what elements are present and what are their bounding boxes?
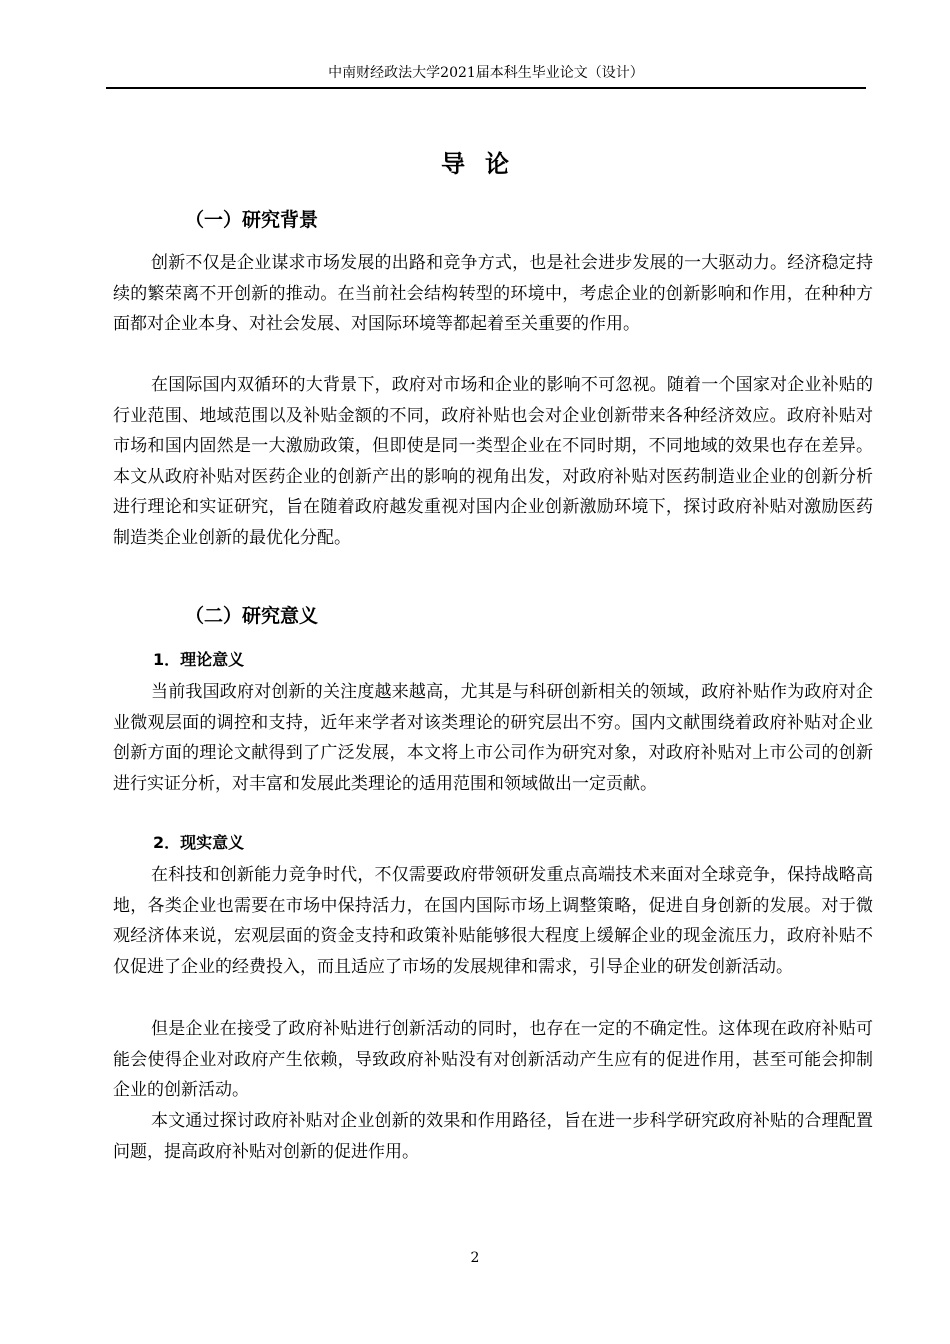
paragraph-theoretical-significance: 当前我国政府对创新的关注度越来越高，尤其是与科研创新相关的领域，政府补贴作为政府对企业微观层面的调控和支持，近年来学者对该类理论的研究层出不穷。国内文献围绕着政府补贴对企业创新方面的理论文献得到了广泛发展，本文将上市公司作为研究对象，对政府补贴对上市公司的创新进行实证分析，对丰富和发展此类理论的适用范围和领域做出一定贡献。 [113,682,873,794]
subheading-practical-significance: 2．现实意义 [153,833,245,852]
subheading-theoretical-significance: 1．理论意义 [153,650,245,669]
paragraph-background-1: 创新不仅是企业谋求市场发展的出路和竞争方式，也是社会进步发展的一大驱动力。经济稳定持续的繁荣离不开创新的推动。在当前社会结构转型的环境中，考虑企业的创新影响和作用，在种种方面都对企业本身、对社会发展、对国际环境等都起着至关重要的作用。 [113,253,873,334]
paragraph-practical-significance-3: 本文通过探讨政府补贴对企业创新的效果和作用路径，旨在进一步科学研究政府补贴的合理配置问题，提高政府补贴对创新的促进作用。 [113,1111,873,1162]
paragraph-practical-significance-1: 在科技和创新能力竞争时代，不仅需要政府带领研发重点高端技术来面对全球竞争，保持战略高地，各类企业也需要在市场中保持活力，在国内国际市场上调整策略，促进自身创新的发展。对于微观经济体来说，宏观层面的资金支持和政策补贴能够很大程度上缓解企业的现金流压力，政府补贴不仅促进了企业的经费投入，而且适应了市场的发展规律和需求，引导企业的研发创新活动。 [113,865,873,977]
section-heading-background: （一）研究背景 [185,209,319,231]
page-header: 中南财经政法大学2021届本科生毕业论文（设计） [106,62,866,89]
section-heading-significance: （二）研究意义 [185,605,319,627]
page-title: 导论 [441,150,529,178]
page-number: 2 [470,1250,480,1266]
paragraph-practical-significance-2: 但是企业在接受了政府补贴进行创新活动的同时，也存在一定的不确定性。这体现在政府补贴可能会使得企业对政府产生依赖，导致政府补贴没有对创新活动产生应有的促进作用，甚至可能会抑制企业的创新活动。 [113,1019,873,1100]
paragraph-background-2: 在国际国内双循环的大背景下，政府对市场和企业的影响不可忽视。随着一个国家对企业补贴的行业范围、地域范围以及补贴金额的不同，政府补贴也会对企业创新带来各种经济效应。政府补贴对市场和国内固然是一大激励政策，但即使是同一类型企业在不同时期，不同地域的效果也存在差异。本文从政府补贴对医药企业的创新产出的影响的视角出发，对政府补贴对医药制造业企业的创新分析进行理论和实证研究，旨在随着政府越发重视对国内企业创新激励环境下，探讨政府补贴对激励医药制造类企业创新的最优化分配。 [113,375,873,548]
